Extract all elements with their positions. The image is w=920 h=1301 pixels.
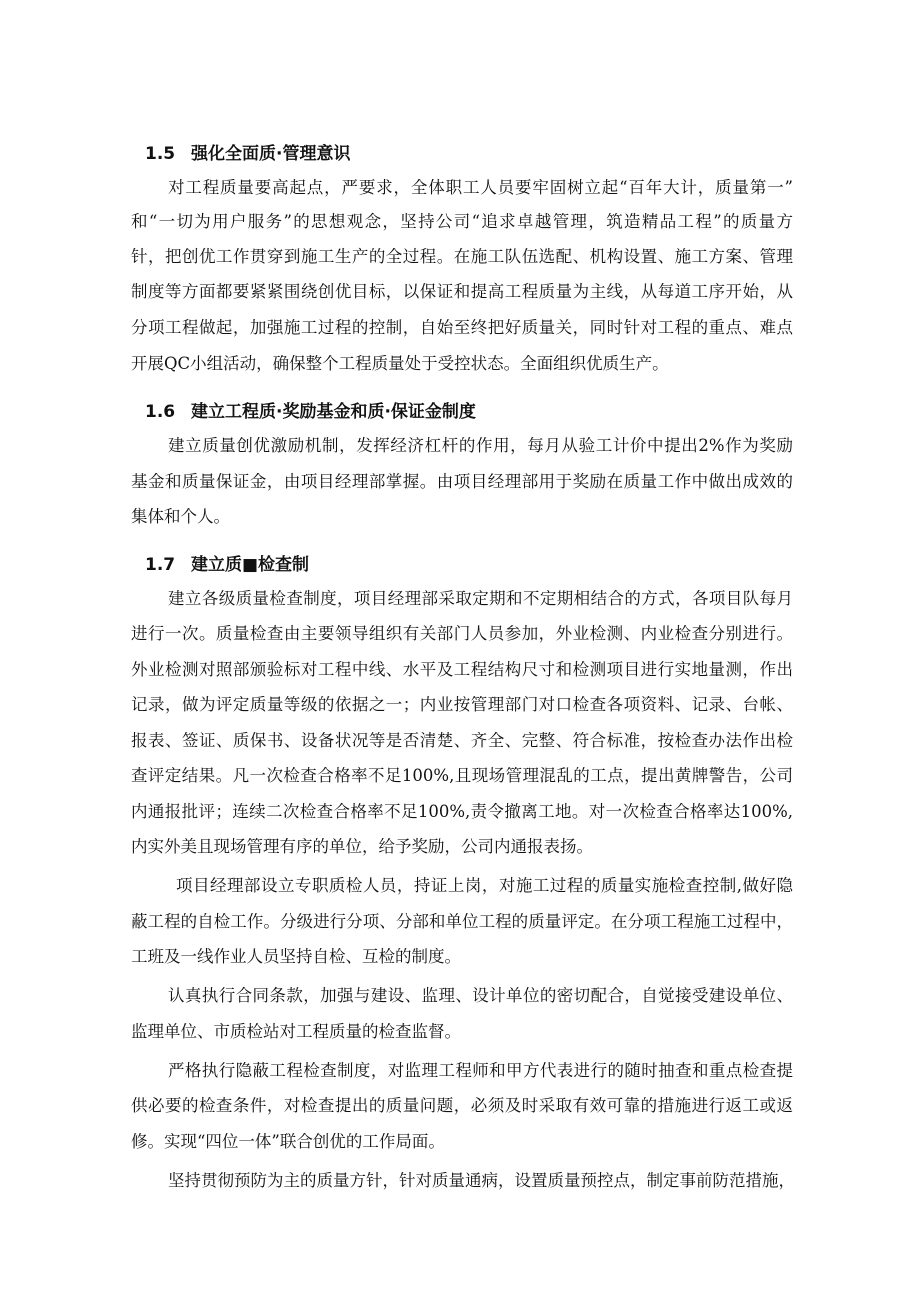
section-number: 1.5 [145,144,176,164]
text-line: 进行一次。质量检查由主要领导组织有关部门人员参加，外业检测、内业检查分别进行。 [131,624,793,643]
text-line: 建立各级质量检查制度，项目经理部采取定期和不定期相结合的方式，各项目队每月 [168,589,793,608]
text-line: 内通报批评；连续二次检查合格率不足100%,责令撤离工地。对一次检查合格率达100%, [131,802,793,821]
section-heading-1-5 [145,142,350,166]
text-line: 报表、签证、质保书、设备状况等是否清楚、齐全、完整、符合标准，按检查办法作出检 [131,731,793,750]
text-line: 供必要的检查条件，对检查提出的质量问题，必须及时采取有效可靠的措施进行返工或返 [131,1096,793,1115]
text-line: 项目经理部设立专职质检人员，持证上岗，对施工过程的质量实施检查控制,做好隐 [176,876,793,895]
section-title: 建立工程质·奖励基金和质·保证金制度 [191,402,476,422]
text-line: 严格执行隐蔽工程检查制度，对监理工程师和甲方代表进行的随时抽查和重点检查提 [168,1061,793,1080]
text-line: 开展QC小组活动，确保整个工程质量处于受控状态。全面组织优质生产。 [131,354,669,373]
text-line: 针，把创优工作贯穿到施工生产的全过程。在施工队伍选配、机构设置、施工方案、管理 [131,247,793,266]
section-heading-1-6 [145,400,476,424]
text-line: 查评定结果。凡一次检查合格率不足100%,且现场管理混乱的工点，提出黄牌警告，公司 [131,766,793,785]
section-heading-1-7 [145,553,309,577]
section-title: 强化全面质·管理意识 [191,144,351,164]
text-line: 坚持贯彻预防为主的质量方针，针对质量通病，设置质量预控点，制定事前防范措施， [168,1171,795,1190]
text-line: 外业检测对照部颁验标对工程中线、水平及工程结构尺寸和检测项目进行实地量测，作出 [131,660,793,679]
text-line: 工班及一线作业人员坚持自检、互检的制度。 [131,947,461,966]
section-title: 建立质■检查制 [191,555,310,575]
text-line: 基金和质量保证金，由项目经理部掌握。由项目经理部用于奖励在质量工作中做出成效的 [131,472,793,491]
text-line: 认真执行合同条款，加强与建设、监理、设计单位的密切配合，自觉接受建设单位、 [168,986,793,1005]
text-line: 建立质量创优激励机制，发挥经济杠杆的作用，每月从验工计价中提出2%作为奖励 [168,436,793,455]
section-number: 1.6 [145,402,176,422]
text-line: 和“一切为用户服务”的思想观念，坚持公司“追求卓越管理，筑造精品工程”的质量方 [131,212,793,231]
text-line: 制度等方面都要紧紧围绕创优目标，以保证和提高工程质量为主线，从每道工序开始，从 [131,282,793,301]
text-line: 集体和个人。 [131,507,230,526]
text-line: 蔽工程的自检工作。分级进行分项、分部和单位工程的质量评定。在分项工程施工过程中， [131,912,793,931]
section-number: 1.7 [145,555,176,575]
text-line: 内实外美且现场管理有序的单位，给予奖励，公司内通报表扬。 [131,837,593,856]
text-line: 分项工程做起，加强施工过程的控制，自始至终把好质量关，同时针对工程的重点、难点 [131,318,793,337]
text-line: 对工程质量要高起点，严要求，全体职工人员要牢固树立起“百年大计，质量第一” [168,178,793,197]
text-line: 修。实现“四位一体”联合创优的工作局面。 [131,1132,445,1151]
text-line: 记录，做为评定质量等级的依据之一；内业按管理部门对口检查各项资料、记录、台帐、 [131,695,793,714]
text-line: 监理单位、市质检站对工程质量的检查监督。 [131,1022,461,1041]
